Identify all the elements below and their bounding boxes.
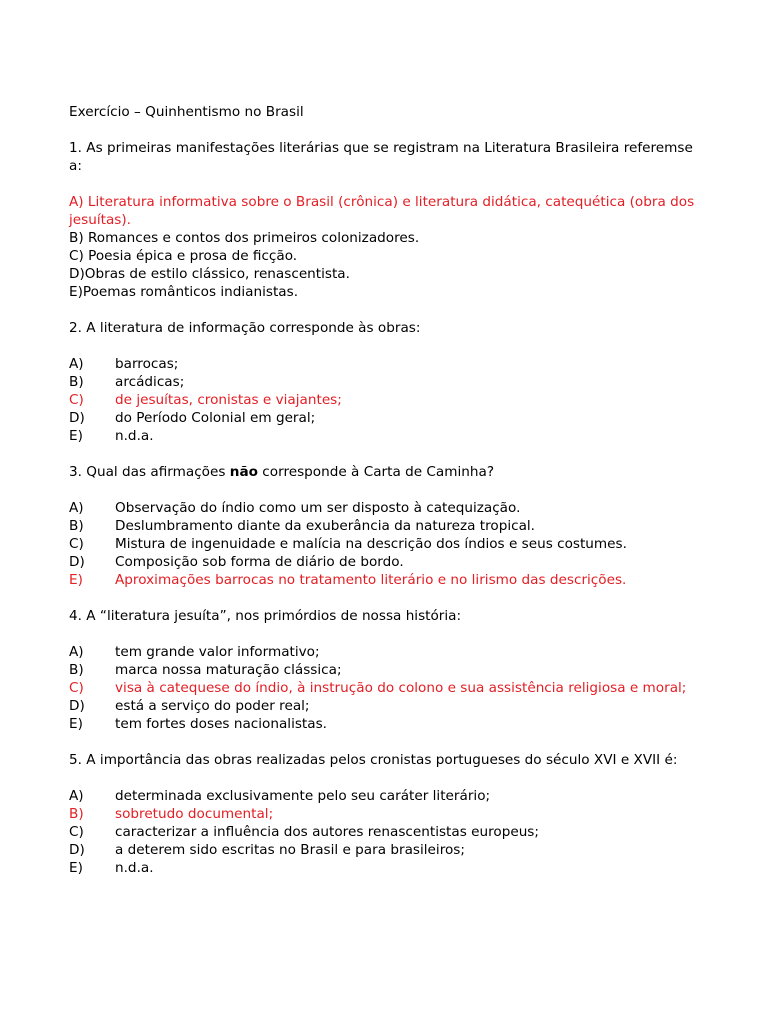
question-1-option-c: C) Poesia épica e prosa de ficção.: [69, 248, 298, 264]
question-4: [69, 607, 709, 733]
question-5-option-e: [69, 859, 709, 877]
document-title: Exercício – Quinhentismo no Brasil: [69, 104, 304, 120]
option-text: n.d.a.: [115, 428, 154, 444]
option-text: sobretudo documental;: [115, 806, 274, 822]
question-4-option-a: [69, 643, 709, 661]
document-content: [69, 103, 709, 895]
question-5-option-a: [69, 787, 709, 805]
question-5-option-d: [69, 841, 709, 859]
question-1-text: 1. As primeiras manifestações literárias que se registram na Literatura Brasileira referemse a:: [69, 140, 693, 174]
option-text: Observação do índio como um ser disposto à catequização.: [115, 500, 521, 516]
option-letter: A): [69, 356, 84, 372]
question-3-option-a: [69, 499, 709, 517]
question-4-option-e: [69, 715, 709, 733]
question-3-text-bold: não: [229, 464, 258, 480]
option-letter: D): [69, 554, 85, 570]
question-5: [69, 751, 709, 877]
option-letter: B): [69, 518, 84, 534]
question-4-option-c: [69, 679, 709, 697]
option-letter: B): [69, 806, 84, 822]
option-letter: B): [69, 374, 84, 390]
option-letter: C): [69, 824, 84, 840]
option-letter: B): [69, 662, 84, 678]
question-2: [69, 319, 709, 445]
option-text: Deslumbramento diante da exuberância da natureza tropical.: [115, 518, 535, 534]
option-text: de jesuítas, cronistas e viajantes;: [115, 392, 342, 408]
question-1-option-b: B) Romances e contos dos primeiros colonizadores.: [69, 230, 420, 246]
question-5-option-b: [69, 805, 709, 823]
question-1-option-d: D)Obras de estilo clássico, renascentista.: [69, 266, 350, 282]
option-letter: C): [69, 536, 84, 552]
option-text: visa à catequese do índio, à instrução do colono e sua assistência religiosa e moral;: [115, 680, 687, 696]
option-text: Mistura de ingenuidade e malícia na descrição dos índios e seus costumes.: [115, 536, 627, 552]
option-letter: A): [69, 788, 84, 804]
option-letter: A): [69, 500, 84, 516]
option-text: está a serviço do poder real;: [115, 698, 310, 714]
question-2-option-a: [69, 355, 709, 373]
option-text: Composição sob forma de diário de bordo.: [115, 554, 404, 570]
question-2-option-c: [69, 391, 709, 409]
option-text: tem fortes doses nacionalistas.: [115, 716, 327, 732]
option-letter: E): [69, 860, 83, 876]
question-3-text-after: corresponde à Carta de Caminha?: [257, 464, 495, 480]
option-letter: D): [69, 698, 85, 714]
option-text: barrocas;: [115, 356, 179, 372]
option-text: caracterizar a influência dos autores renascentistas europeus;: [115, 824, 539, 840]
question-1-option-a: A) Literatura informativa sobre o Brasil (crônica) e literatura didática, catequética (obra dos jesuítas).: [69, 194, 695, 228]
question-5-text: 5. A importância das obras realizadas pelos cronistas portugueses do século XVI e XVII é:: [69, 752, 678, 768]
question-5-option-c: [69, 823, 709, 841]
option-letter: A): [69, 644, 84, 660]
question-3-text: [69, 463, 709, 481]
option-letter: C): [69, 392, 84, 408]
question-3-text-before: 3. Qual das afirmações: [69, 464, 230, 480]
option-text: determinada exclusivamente pelo seu caráter literário;: [115, 788, 491, 804]
question-3-option-c: [69, 535, 709, 553]
option-letter: C): [69, 680, 84, 696]
option-text: marca nossa maturação clássica;: [115, 662, 342, 678]
question-4-text: 4. A “literatura jesuíta”, nos primórdios de nossa história:: [69, 608, 462, 624]
option-text: do Período Colonial em geral;: [115, 410, 316, 426]
option-text: Aproximações barrocas no tratamento literário e no lirismo das descrições.: [115, 572, 627, 588]
question-3-option-b: [69, 517, 709, 535]
option-text: tem grande valor informativo;: [115, 644, 320, 660]
question-3-option-e: [69, 571, 709, 589]
option-letter: E): [69, 716, 83, 732]
option-text: arcádicas;: [115, 374, 185, 390]
option-text: n.d.a.: [115, 860, 154, 876]
option-letter: E): [69, 428, 83, 444]
question-2-option-b: [69, 373, 709, 391]
question-1: [69, 139, 709, 301]
question-2-option-e: [69, 427, 709, 445]
question-4-option-d: [69, 697, 709, 715]
question-2-text: 2. A literatura de informação corresponde às obras:: [69, 320, 421, 336]
option-letter: E): [69, 572, 83, 588]
option-text: a deterem sido escritas no Brasil e para brasileiros;: [115, 842, 465, 858]
option-letter: D): [69, 842, 85, 858]
question-3: [69, 463, 709, 589]
question-3-option-d: [69, 553, 709, 571]
question-2-option-d: [69, 409, 709, 427]
question-4-option-b: [69, 661, 709, 679]
option-letter: D): [69, 410, 85, 426]
question-1-option-e: E)Poemas românticos indianistas.: [69, 284, 299, 300]
